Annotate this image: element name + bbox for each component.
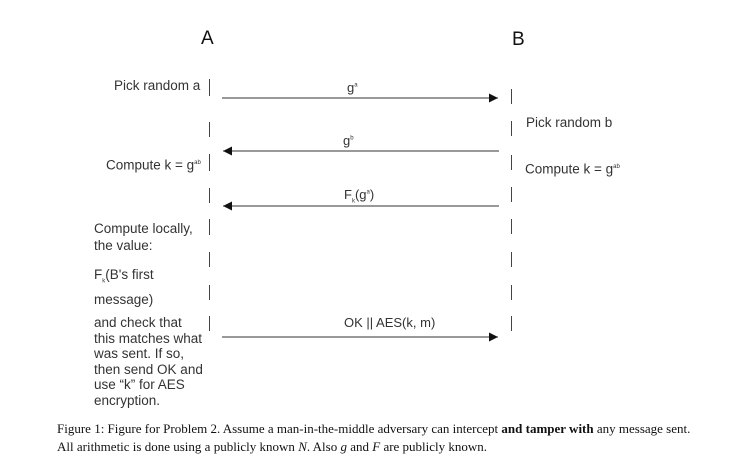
b-compute-key: Compute $k = g^{ab}$ — [525, 161, 620, 177]
b-pick-random: Pick random b — [526, 115, 613, 130]
a-pick-random: Pick random a — [114, 78, 201, 93]
message-g-b: $g^b$ — [343, 133, 354, 148]
message-g-a: $g^a$ — [347, 80, 358, 95]
message-fk-ga: $F_k(g^a)$ — [344, 187, 375, 205]
message-ok-aes: OK || AES(k, m) — [344, 315, 436, 330]
a-compute-key: Compute $k = g^{ab}$ — [106, 157, 201, 173]
a-compute-locally: Compute locally, the value: — [94, 221, 193, 253]
a-check-instructions: and check that this matches what was sent. If so, then send OK and use “k” for AES encryption. — [94, 315, 203, 408]
figure-caption: Figure 1: Figure for Problem 2. Assume a man-in-the-middle adversary can intercept and tamper with any message sent. All arithmetic is done using a publicly known N. Also g and F are publicly known. — [57, 421, 691, 454]
party-b-label: B — [512, 29, 525, 50]
party-a-label: A — [201, 28, 214, 49]
a-fk-message: $F_k(B's$ first message) — [94, 267, 154, 307]
